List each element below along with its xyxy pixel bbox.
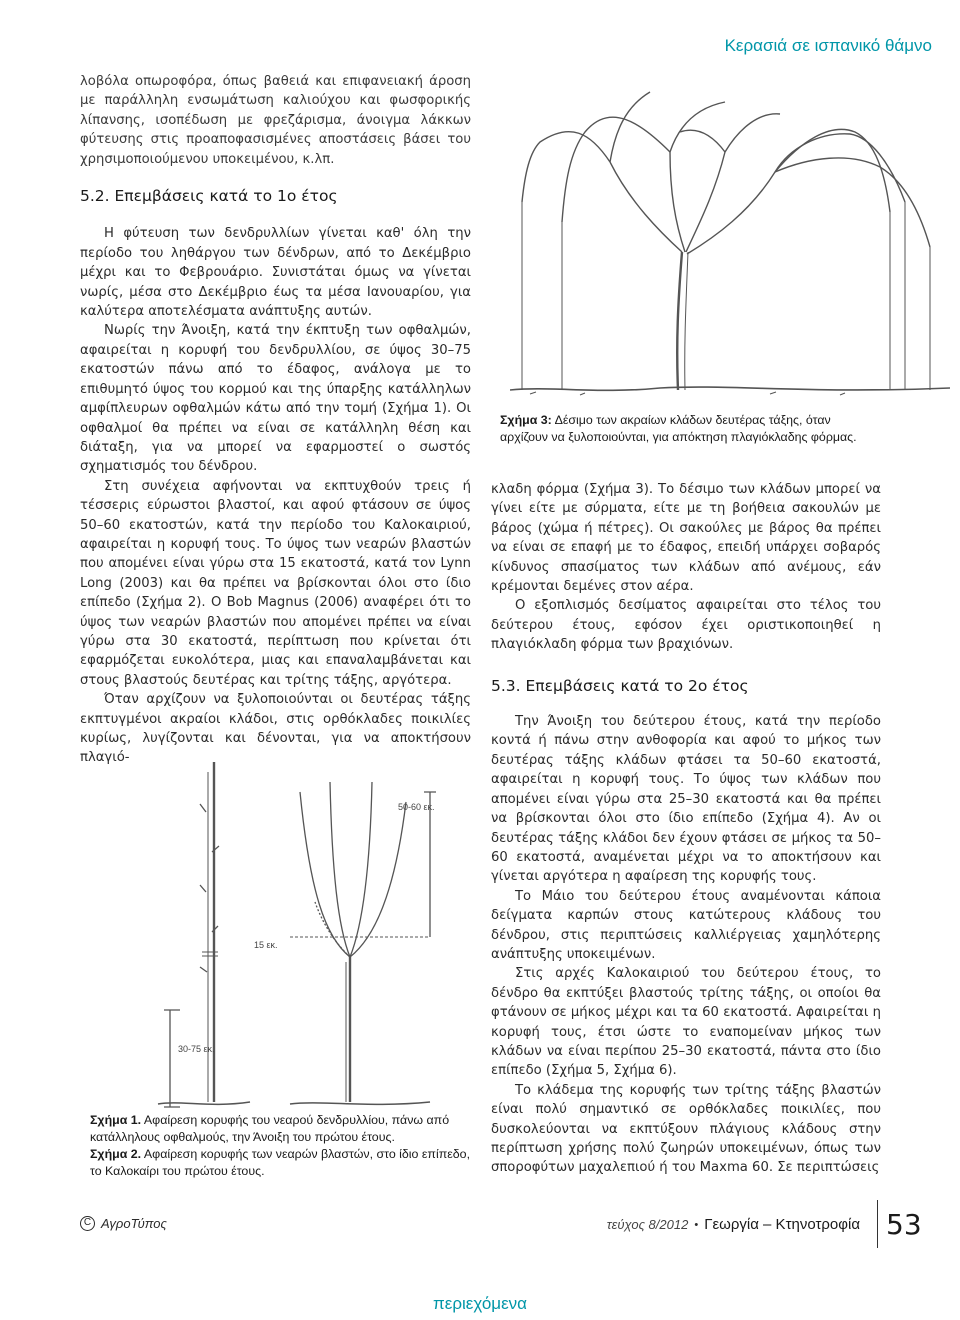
intro-paragraph: λοβόλα οπωροφόρα, όπως βαθειά και επιφανειακή άροση με παράλληλη ενσωμάτωση καλιούχου και φωσφορικής λίπανσης, ισοπέδωση με φρεζάρισμα, άνοιγμα λάκκων φύτευσης στις προαποφασισμένες αποστάσεις βάσει του χρησιμοποιούμενου υποκειμένου, κ.λπ. xyxy=(80,74,471,167)
caption-1-label: Σχήμα 1. xyxy=(90,1113,142,1127)
paragraph: Νωρίς την Άνοιξη, κατά την έκπτυξη των οφθαλμών, αφαιρείται η κορυφή του δενδρυλλίου, σε ύψος 30–75 εκατοστών πάνω από το έδαφος, ανάλογα με το επιθυμητό ύψος του κορμού και της ύπαρξης κατάλληλων αμφίπλευρων οφθαλμών κάτω από την τομή (Σχήμα 1). Οι οφθαλμοί θα πρέπει να είναι σε κατάλληλη θέση και διάταξη, για να μπορεί να εφαρμοστεί ο σωστός σχηματισμός του δένδρου. xyxy=(80,323,471,475)
section-tag: Κερασιά σε ισπανικό θάμνο xyxy=(724,36,932,55)
page-number-divider xyxy=(877,1200,878,1248)
paragraph: Η φύτευση των δενδρυλλίων γίνεται καθ' όλη την περίοδο του ληθάργου των δένδρων, από το Δεκέμβριο μέχρι και το Φεβρουάριο. Συνιστάται όμως να γίνεται νωρίς, μέσα στο Δεκέμβριο έως τα μέσα Ιανουαρίου, για καλύτερα αποτελέσματα ανάπτυξης αυτών. xyxy=(80,226,471,320)
paragraph: Το κλάδεμα της κορυφής των τρίτης τάξης βλαστών είναι πολύ σημαντικό σε ορθόκλαδες ποικιλίες, που δυσκολεύονται να εκπτύξουν πλάγιους κλάδους στην περίπτωση χρήσης πολύ ζωηρών υποκειμένων, όπως των σποροφύτων μαχαλεπιού ή του Maxma 60. Σε περιπτώσεις xyxy=(491,1082,881,1176)
figure-3-illustration xyxy=(510,72,950,402)
paragraph: Στις αρχές Καλοκαιριού του δεύτερου έτους, το δένδρο θα εκπτύξει βλαστούς τρίτης τάξης, οι οποίοι θα φτάνουν σε μήκος μέχρι και τα 60 εκατοστά. Αφαιρείται η κορυφή τους, έτσι ώστε το εναπομείναν μήκος των κλάδων να είναι περίπου 25–30 εκατοστά, πάντα στο ίδιο επίπεδο (Σχήμα 5, Σχήμα 6). xyxy=(491,966,881,1079)
separator-dot: • xyxy=(694,1218,699,1231)
figure-1-2-caption xyxy=(90,1112,470,1180)
caption-3-label: Σχήμα 3: xyxy=(500,413,552,427)
height-label-15: 15 εκ. xyxy=(254,940,278,950)
footer-section-name: Γεωργία – Κτηνοτροφία xyxy=(704,1216,860,1233)
section-heading-5-2: 5.2. Επεμβάσεις κατά το 1ο έτος xyxy=(80,187,338,206)
footer-issue-info xyxy=(607,1216,860,1233)
issue-number: τεύχος 8/2012 xyxy=(606,1217,689,1232)
table-of-contents-link[interactable]: περιεχόμενα xyxy=(433,1294,527,1313)
paragraph: Στη συνέχεια αφήνονται να εκπτυχθούν τρεις ή τέσσερις εύρωστοι βλαστοί, και αφού φτάσουν σε ύψος 50–60 εκατοστών, κατά την περίοδο του Καλοκαιριού, αφαιρείται η κορυφή τους. Το ύψος των νεαρών βλαστών που απομένει είναι γύρω στα 15 εκατοστά, κατά τον Lynn Long (2003) και θα πρέπει να βρίσκονται όλοι στο ίδιο επίπεδο (Σχήμα 2). Ο Bob Magnus (2006) αναφέρει ότι το ύψος των νεαρών βλαστών που απομένει πρέπει να είναι γύρω στα 30 εκατοστά, περίπτωση που κρίνεται ότι εφαρμόζεται ευκολότερα, μιας και επαναλαμβάνεται και στους βλαστούς δευτέρας και τρίτης τάξης, αργότερα. xyxy=(80,478,471,688)
paragraph: Την Άνοιξη του δεύτερου έτους, κατά την περίοδο κοντά ή πάνω στην ανθοφορία και αφού το μήκος των δευτέρας τάξης κλάδων φτάσει τα 50–60 εκατοστά, αφαιρείται η κορυφή τους. Το ύψος των κλάδων που απομένει είναι γύρω στα 25–30 εκατοστά και θα πρέπει να βρίσκονται όλοι στο ίδιο επίπεδο (Σχήμα 4). Αν οι δευτέρας τάξης κλάδοι δεν έχουν φτάσει σε μήκος τα 50–60 εκατοστά, αναμένεται μέχρι να το αποκτήσουν και γίνεται αργότερα η αφαίρεση της κορυφής τους. xyxy=(491,714,881,885)
right-column xyxy=(491,480,881,1178)
figure-1-2-illustration xyxy=(150,752,470,1112)
caption-3-text: Δέσιμο των ακραίων κλάδων δευτέρας τάξης, όταν αρχίζουν να ξυλοποιούνται, για απόκτηση πλαγιόκλαδης φόρμας. xyxy=(500,413,857,444)
figure-3-caption xyxy=(500,412,880,446)
height-label-30-75: 30-75 εκ. xyxy=(178,1044,215,1054)
left-column xyxy=(80,72,471,768)
caption-1-text: Αφαίρεση κορυφής του νεαρού δενδρυλλίου, πάνω από κατάλληλους οφθαλμούς, την Άνοιξη του πρώτου έτους. xyxy=(90,1113,450,1144)
section-heading-5-3: 5.3. Επεμβάσεις κατά το 2ο έτος xyxy=(491,676,749,695)
publisher-name: ΑγροΤύπος xyxy=(101,1216,167,1231)
paragraph: Όταν αρχίζουν να ξυλοποιούνται οι δευτέρας τάξης εκπτυγμένοι ακραίοι κλάδοι, στις ορθόκλαδες ποικιλίες κυρίως, λυγίζονται και δένονται, για να αποκτήσουν πλαγιό- xyxy=(80,692,471,766)
paragraph: κλαδη φόρμα (Σχήμα 3). Το δέσιμο των κλάδων μπορεί να γίνει είτε με σύρματα, είτε με τη βοήθεια σακουλών με βάρος (χώμα ή πέτρες). Οι σακούλες με βάρος θα πρέπει να είναι σε επαφή με το έδαφος, επειδή υπάρχει σοβαρός κίνδυνος σπασίματος των κλάδων από ανέμους, εάν κρέμονται δεμένες στον αέρα. xyxy=(491,482,881,595)
page-number: 53 xyxy=(886,1208,922,1241)
paragraph: Ο εξοπλισμός δεσίματος αφαιρείται στο τέλος του δεύτερου έτους, εφόσον έχει οριστικοποιηθεί η πλαγιόκλαδη φόρμα των βραχιόνων. xyxy=(491,598,881,653)
copyright-icon: C xyxy=(80,1216,95,1231)
caption-2-label: Σχήμα 2. xyxy=(90,1147,142,1161)
caption-2-text: Αφαίρεση κορυφής των νεαρών βλαστών, στο ίδιο επίπεδο, το Καλοκαίρι του πρώτου έτους. xyxy=(90,1147,471,1178)
footer-publisher xyxy=(80,1216,167,1231)
paragraph: Το Μάιο του δεύτερου έτους αναμένονται κάποια δείγματα καρπών στους κατώτερους κλάδους του δένδρου, στις περιπτώσεις καλλιέργειας χαμηλότερης ανάπτυξης υποκειμένων. xyxy=(491,888,881,962)
height-label-50-60: 50-60 εκ. xyxy=(398,802,435,812)
